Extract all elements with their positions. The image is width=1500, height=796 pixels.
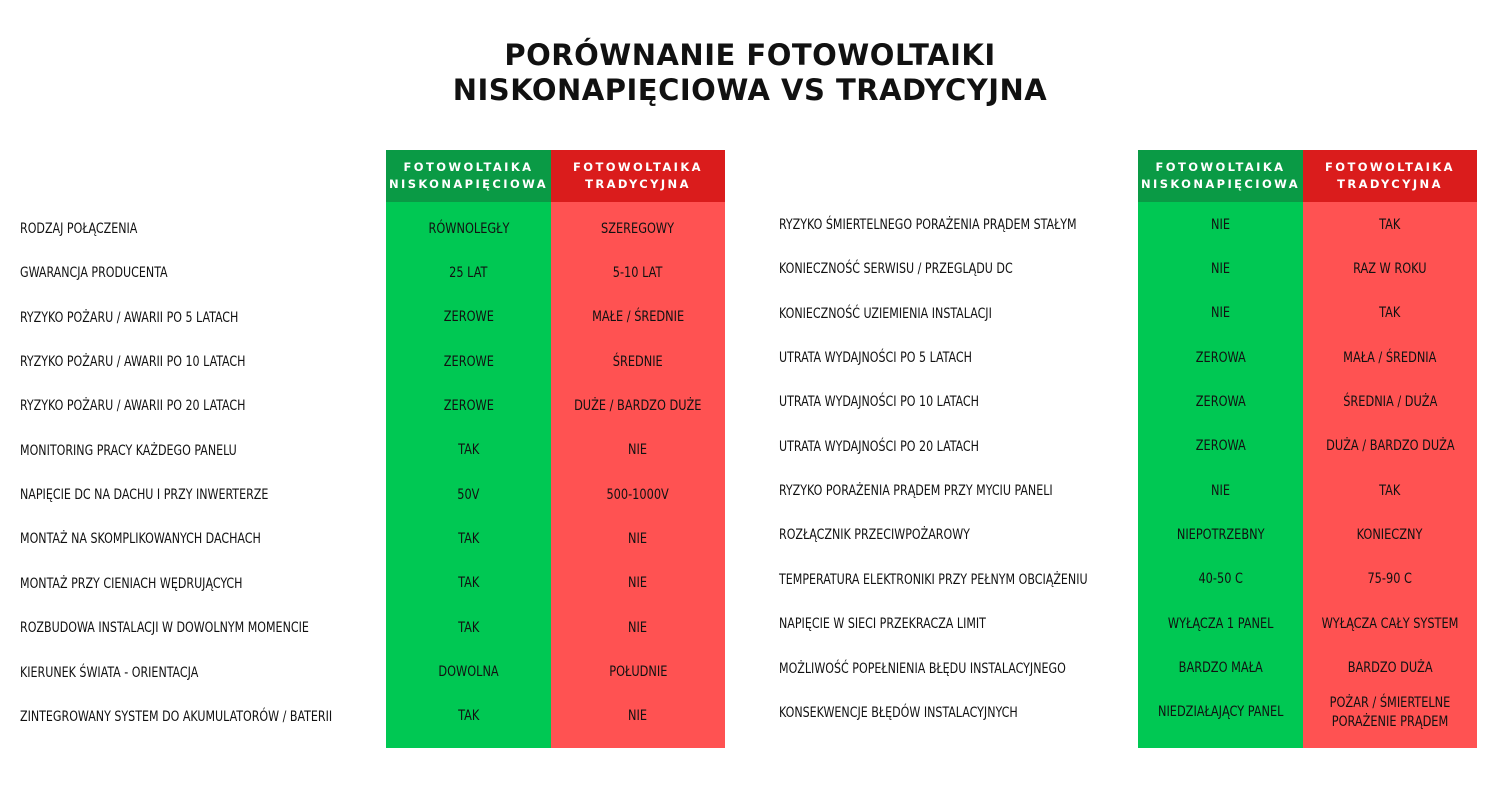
low-voltage-value — [386, 207, 551, 251]
low-voltage-value — [386, 384, 551, 428]
row-label: RODZAJ POŁĄCZENIA — [20, 221, 138, 237]
value-text: POŁUDNIE — [608, 664, 668, 680]
value-text: 5-10 LAT — [613, 264, 663, 281]
right-header-traditional — [1303, 150, 1477, 202]
title-line-2: NISKONAPIĘCIOWA VS TRADYCYJNA — [452, 73, 1048, 107]
value-text: NIE — [1211, 482, 1230, 499]
row-label: GWARANCJA PRODUCENTA — [20, 265, 168, 282]
header-line: TRADYCYJNA — [1337, 177, 1443, 191]
header-line: NISKONAPIĘCIOWA — [388, 177, 548, 191]
low-voltage-value — [1138, 425, 1303, 469]
value-text: TAK — [1379, 216, 1401, 233]
value-text: NIEPOTRZEBNY — [1176, 526, 1265, 543]
row-label: RYZYKO PORAŻENIA PRĄDEM PRZY MYCIU PANELI — [779, 483, 1053, 500]
value-text: ZEROWA — [1195, 349, 1246, 366]
low-voltage-value — [386, 517, 551, 561]
traditional-value — [1303, 380, 1477, 424]
row-label: MONITORING PRACY KAŻDEGO PANELU — [20, 442, 237, 459]
header-line: FOTOWOLTAIKA — [573, 160, 703, 174]
value-text: TAK — [457, 442, 480, 459]
traditional-value — [551, 651, 725, 695]
row-label: RYZYKO ŚMIERTELNEGO PORAŻENIA PRĄDEM STAŁYM — [779, 217, 1077, 233]
value-text: NIE — [628, 619, 648, 636]
row-label: NAPIĘCIE DC NA DACHU I PRZY INWERTERZE — [20, 487, 269, 504]
row-label: RYZYKO POŻARU / AWARII PO 5 LATACH — [20, 309, 239, 326]
value-text: ZEROWE — [443, 353, 494, 370]
value-text: 40-50 C — [1198, 571, 1243, 588]
header-line: FOTOWOLTAIKA — [1155, 160, 1286, 174]
value-text: ZEROWA — [1195, 438, 1246, 455]
value-text: NIE — [1211, 305, 1230, 322]
value-text: ŚREDNIE — [613, 353, 663, 370]
value-text: NIE — [628, 575, 648, 592]
value-text: WYŁĄCZA 1 PANEL — [1167, 615, 1274, 632]
row-label: UTRATA WYDAJNOŚCI PO 5 LATACH — [779, 350, 972, 367]
low-voltage-value — [386, 651, 551, 695]
traditional-value — [551, 207, 725, 251]
value-text: ZEROWA — [1195, 393, 1246, 410]
low-voltage-value — [386, 340, 551, 384]
traditional-value — [1303, 691, 1477, 735]
value-text: RAZ W ROKU — [1353, 260, 1427, 277]
left-header-traditional — [551, 150, 725, 202]
value-text: MAŁE / ŚREDNIE — [591, 309, 685, 326]
row-label: ROZBUDOWA INSTALACJI W DOWOLNYM MOMENCIE — [20, 620, 309, 637]
value-text: KONIECZNY — [1357, 526, 1423, 543]
row-label: NAPIĘCIE W SIECI PRZEKRACZA LIMIT — [779, 616, 986, 633]
traditional-value — [1303, 469, 1477, 513]
row-label: UTRATA WYDAJNOŚCI PO 10 LATACH — [779, 394, 979, 411]
low-voltage-value — [1138, 513, 1303, 557]
value-text: NIE — [628, 708, 648, 725]
low-voltage-value — [1138, 203, 1303, 247]
value-text: MAŁA / ŚREDNIA — [1343, 349, 1437, 366]
value-text: TAK — [457, 619, 480, 636]
header-line: FOTOWOLTAIKA — [403, 160, 534, 174]
traditional-value — [1303, 647, 1477, 691]
value-text: POŻAR / ŚMIERTELNE PORAŻENIE PRĄDEM — [1329, 694, 1451, 730]
value-text: NIE — [1211, 260, 1230, 277]
value-text: TAK — [457, 708, 480, 725]
row-label: KIERUNEK ŚWIATA - ORIENTACJA — [20, 664, 199, 681]
traditional-value — [551, 429, 725, 473]
low-voltage-value — [1138, 336, 1303, 380]
page-title — [0, 38, 1500, 108]
row-label: MONTAŻ PRZY CIENIACH WĘDRUJĄCYCH — [20, 575, 243, 592]
low-voltage-value — [1138, 469, 1303, 513]
value-text: TAK — [457, 530, 480, 547]
row-label: UTRATA WYDAJNOŚCI PO 20 LATACH — [779, 438, 979, 455]
value-text: ZEROWE — [443, 309, 494, 326]
row-label: KONIECZNOŚĆ UZIEMIENIA INSTALACJI — [779, 305, 992, 322]
value-text: 50V — [457, 486, 480, 503]
value-text: TAK — [1379, 482, 1401, 499]
value-text: SZEREGOWY — [601, 220, 675, 237]
row-label: KONSEKWENCJE BŁĘDÓW INSTALACYJNYCH — [779, 704, 1018, 721]
low-voltage-value — [1138, 691, 1303, 735]
value-text: DUŻA / BARDZO DUŻA — [1325, 438, 1455, 455]
row-label: MONTAŻ NA SKOMPLIKOWANYCH DACHACH — [20, 531, 261, 548]
value-text: TAK — [457, 575, 480, 592]
traditional-value — [551, 340, 725, 384]
row-label: TEMPERATURA ELEKTRONIKI PRZY PEŁNYM OBCIĄŻENIU — [779, 571, 1088, 588]
traditional-value — [551, 251, 725, 295]
traditional-value — [1303, 203, 1477, 247]
row-label: KONIECZNOŚĆ SERWISU / PRZEGLĄDU DC — [779, 261, 1013, 278]
value-text: 25 LAT — [449, 264, 488, 281]
traditional-value — [1303, 247, 1477, 291]
value-text: NIEDZIAŁAJĄCY PANEL — [1157, 704, 1284, 721]
low-voltage-value — [386, 296, 551, 340]
traditional-value — [1303, 292, 1477, 336]
value-text: ŚREDNIA / DUŻA — [1342, 393, 1438, 410]
traditional-value — [1303, 558, 1477, 602]
low-voltage-value — [386, 251, 551, 295]
low-voltage-value — [1138, 380, 1303, 424]
traditional-value — [551, 695, 725, 739]
traditional-value — [1303, 425, 1477, 469]
value-text: BARDZO MAŁA — [1178, 660, 1263, 676]
value-text: 500-1000V — [606, 486, 670, 503]
traditional-value — [551, 384, 725, 428]
value-text: DUŻE / BARDZO DUŻE — [574, 397, 702, 414]
row-label: RYZYKO POŻARU / AWARII PO 10 LATACH — [20, 354, 246, 371]
header-line: FOTOWOLTAIKA — [1325, 160, 1455, 174]
value-text: 75-90 C — [1367, 571, 1413, 588]
traditional-value — [551, 296, 725, 340]
header-line: TRADYCYJNA — [585, 177, 691, 191]
row-label: ZINTEGROWANY SYSTEM DO AKUMULATORÓW / BATERII — [20, 708, 333, 725]
low-voltage-value — [1138, 247, 1303, 291]
traditional-value — [551, 517, 725, 561]
low-voltage-value — [1138, 647, 1303, 691]
low-voltage-value — [1138, 292, 1303, 336]
low-voltage-value — [386, 695, 551, 739]
value-text: ZEROWE — [443, 397, 494, 414]
low-voltage-value — [386, 429, 551, 473]
low-voltage-value — [386, 606, 551, 650]
traditional-value — [551, 473, 725, 517]
low-voltage-value — [386, 473, 551, 517]
traditional-value — [1303, 602, 1477, 646]
traditional-value — [1303, 336, 1477, 380]
value-text: TAK — [1379, 305, 1401, 322]
header-line: NISKONAPIĘCIOWA — [1140, 177, 1300, 191]
left-header-low-voltage — [386, 150, 551, 202]
traditional-value — [1303, 513, 1477, 557]
low-voltage-value — [1138, 558, 1303, 602]
row-label: RYZYKO POŻARU / AWARII PO 20 LATACH — [20, 398, 246, 415]
row-label: MOŻLIWOŚĆ POPEŁNIENIA BŁĘDU INSTALACYJNEGO — [779, 660, 1066, 677]
value-text: RÓWNOLEGŁY — [428, 220, 509, 237]
low-voltage-value — [1138, 602, 1303, 646]
traditional-value — [551, 562, 725, 606]
row-label: ROZŁĄCZNIK PRZECIWPOŻAROWY — [779, 527, 970, 544]
title-line-1: PORÓWNANIE FOTOWOLTAIKI — [504, 38, 996, 72]
traditional-value — [551, 606, 725, 650]
value-text: WYŁĄCZA CAŁY SYSTEM — [1321, 615, 1459, 632]
right-header-low-voltage — [1138, 150, 1303, 202]
value-text: NIE — [1211, 216, 1230, 233]
value-text: DOWOLNA — [438, 664, 499, 680]
value-text: BARDZO DUŻA — [1347, 660, 1433, 676]
value-text: NIE — [628, 442, 648, 459]
low-voltage-value — [386, 562, 551, 606]
value-text: NIE — [628, 530, 648, 547]
